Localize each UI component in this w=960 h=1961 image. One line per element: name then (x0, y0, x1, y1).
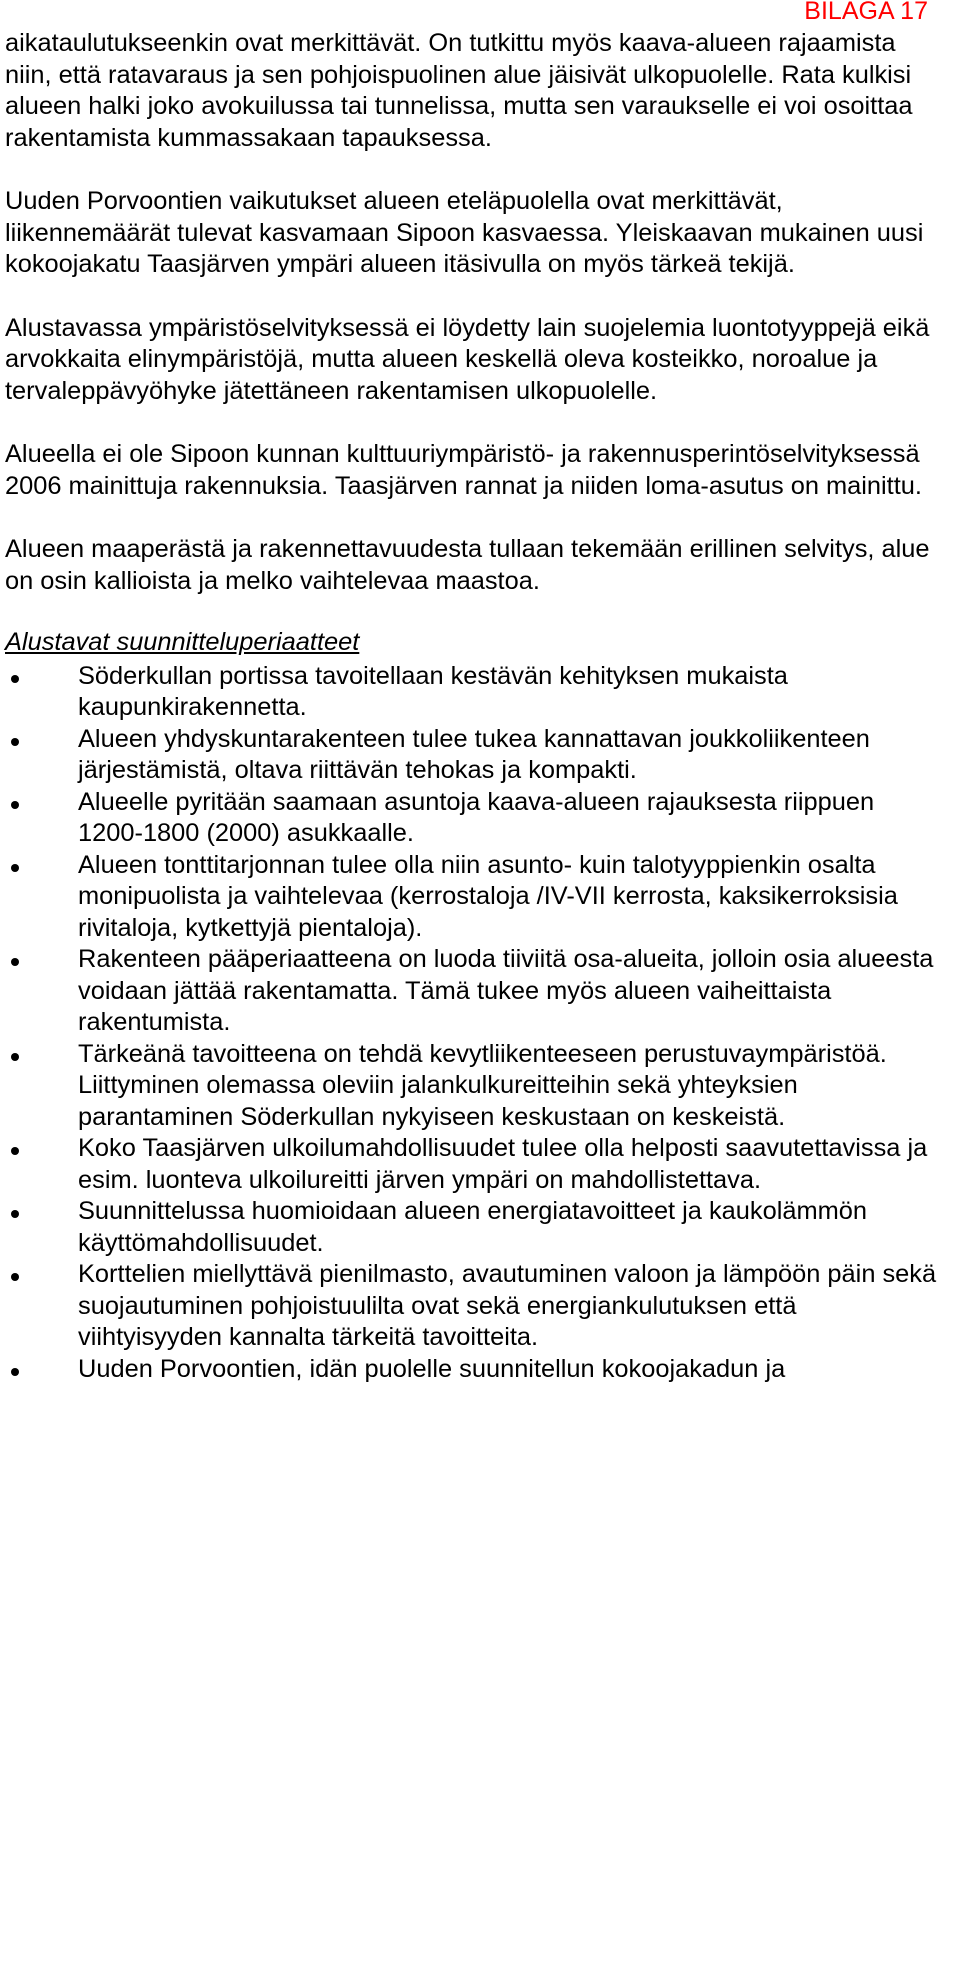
list-item (5, 1196, 940, 1259)
list-item (5, 1039, 940, 1134)
bullet-icon (11, 1210, 19, 1218)
bullet-icon (11, 864, 19, 872)
page-label: BILAGA 17 (804, 0, 928, 25)
bullet-icon (11, 738, 19, 746)
list-item-text: Rakenteen pääperiaatteena on luoda tiiviitä osa-alueita, jolloin osia alueesta voidaan jättää rakentamatta. Tämä tukee myös alueen vaiheittaista rakentumista. (78, 945, 934, 1036)
list-item (5, 944, 940, 1039)
paragraph-soil: Alueen maaperästä ja rakennettavuudesta tullaan tekemään erillinen selvitys, alue on osin kallioista ja melko vaihtelevaa maastoa. (5, 535, 930, 595)
principles-list (5, 661, 940, 1386)
list-item-text: Suunnittelussa huomioidaan alueen energiatavoitteet ja kaukolämmön käyttömahdollisuudet. (78, 1197, 868, 1257)
bullet-icon (11, 958, 19, 966)
list-item (5, 1354, 940, 1386)
list-item (5, 661, 940, 724)
list-item (5, 850, 940, 945)
list-item-text: Koko Taasjärven ulkoilumahdollisuudet tulee olla helposti saavutettavissa ja esim. luonteva ulkoilureitti järven ympäri on mahdollistettava. (78, 1134, 928, 1194)
paragraph-heritage: Alueella ei ole Sipoon kunnan kulttuuriympäristö- ja rakennusperintöselvityksessä 2006 mainittuja rakennuksia. Taasjärven rannat ja niiden loma-asutus on mainittu. (5, 440, 922, 500)
list-item (5, 724, 940, 787)
bullet-icon (11, 1147, 19, 1155)
list-item-text: Tärkeänä tavoitteena on tehdä kevytliikenteeseen perustuvaympäristöä. Liittyminen olemassa oleviin jalankulkureitteihin sekä yhteyksien parantaminen Söderkullan nykyiseen keskustaan on keskeistä. (78, 1039, 887, 1131)
section-heading: Alustavat suunnitteluperiaatteet (5, 628, 360, 656)
bullet-icon (11, 675, 19, 683)
bullet-icon (11, 1368, 19, 1376)
list-item-text: Alueen yhdyskuntarakenteen tulee tukea kannattavan joukkoliikenteen järjestämistä, oltava riittävän tehokas ja kompakti. (78, 724, 870, 784)
bullet-icon (11, 1053, 19, 1061)
paragraph-environment: Alustavassa ympäristöselvityksessä ei löydetty lain suojelemia luontotyyppejä eikä arvokkaita elinympäristöjä, mutta alueen keskellä oleva kosteikko, noroalue ja tervaleppävyöhyke jätettäneen rakentamisen ulkopuolelle. (5, 313, 930, 405)
document-body (5, 28, 940, 1385)
paragraph-porvoontie: Uuden Porvoontien vaikutukset alueen eteläpuolella ovat merkittävät, liikennemäärät tulevat kasvamaan Sipoon kasvaessa. Yleiskaavan mukainen uusi kokoojakatu Taasjärven ympäri alueen itäsivulla on myös tärkeä tekijä. (5, 187, 924, 278)
list-item-text: Uuden Porvoontien, idän puolelle suunnitellun kokoojakadun ja (78, 1354, 786, 1383)
list-item-text: Alueen tonttitarjonnan tulee olla niin asunto- kuin talotyyppienkin osalta monipuolista ja vaihtelevaa (kerrostaloja /IV-VII kerrosta, kaksikerroksisia rivitaloja, kytkettyjä pientaloja). (78, 850, 898, 942)
list-item (5, 1259, 940, 1354)
list-item-text: Korttelien miellyttävä pienilmasto, avautuminen valoon ja lämpöön päin sekä suojautuminen pohjoistuulilta ovat sekä energiankulutuksen että viihtyisyyden kannalta tärkeitä tavoitteita. (78, 1260, 937, 1351)
bullet-icon (11, 801, 19, 809)
bullet-icon (11, 1273, 19, 1281)
list-item-text: Söderkullan portissa tavoitellaan kestävän kehityksen mukaista kaupunkirakennetta. (78, 661, 788, 721)
list-item (5, 787, 940, 850)
list-item (5, 1133, 940, 1196)
list-item-text: Alueelle pyritään saamaan asuntoja kaava-alueen rajauksesta riippuen 1200-1800 (2000) asukkaalle. (78, 787, 875, 847)
paragraph-schedule: aikataulutukseenkin ovat merkittävät. On tutkittu myös kaava-alueen rajaamista niin, että ratavaraus ja sen pohjoispuolinen alue jäisivät ulkopuolelle. Rata kulkisi alueen halki joko avokuilussa tai tunnelissa, mutta sen varaukselle ei voi osoittaa rakentamista kummassakaan tapauksessa. (5, 29, 913, 152)
